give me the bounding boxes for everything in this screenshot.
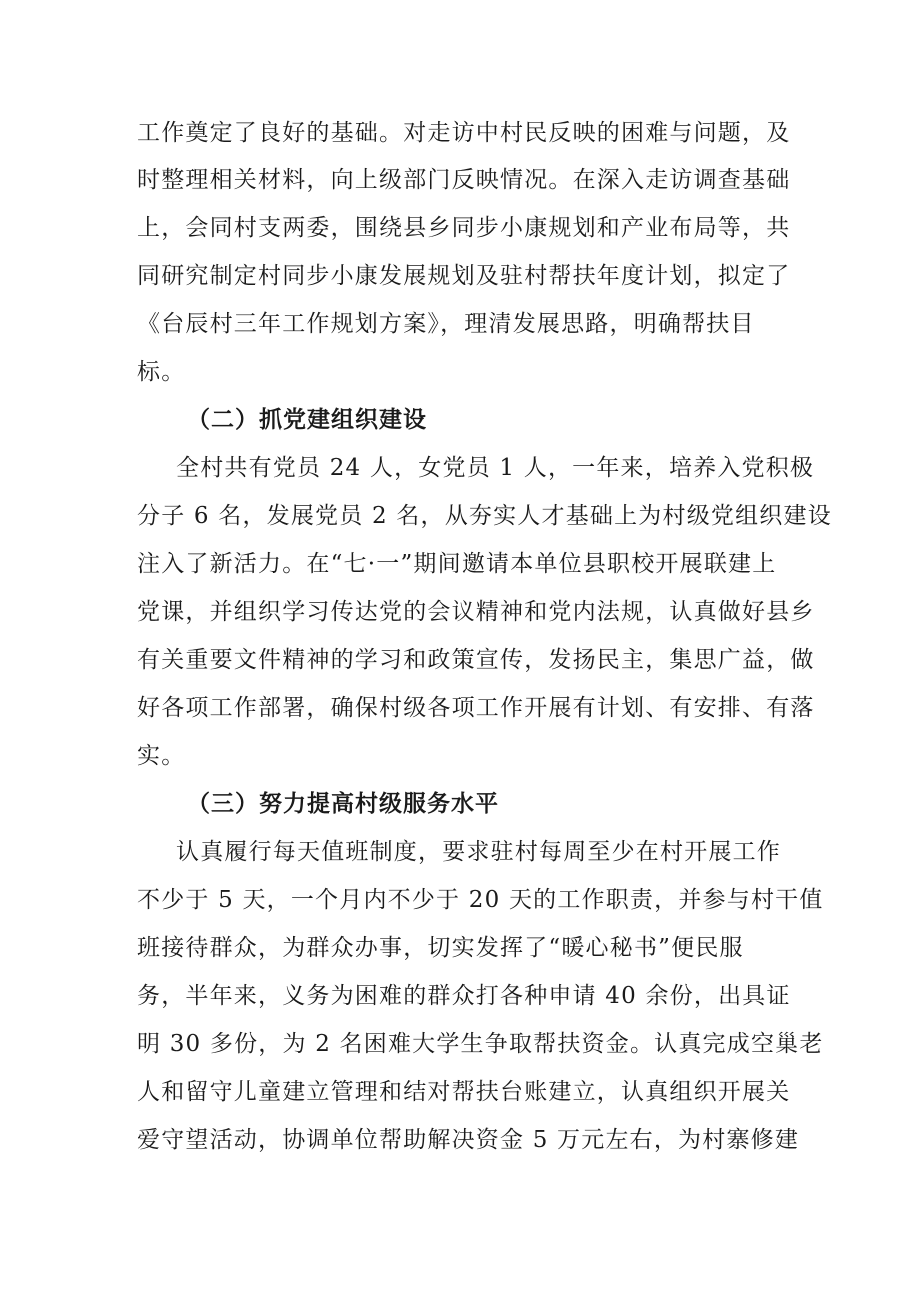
paragraph-line: 实。: [137, 743, 186, 769]
paragraph-line: 务，半年来，义务为困难的群众打各种申请 40 余份，出具证: [137, 983, 791, 1009]
paragraph-line: 认真履行每天值班制度，要求驻村每周至少在村开展工作: [176, 839, 781, 865]
paragraph-line: 爱守望活动，协调单位帮助解决资金 5 万元左右，为村寨修建: [137, 1127, 800, 1153]
paragraph-line: 分子 6 名，发展党员 2 名，从夯实人才基础上为村级党组织建设: [137, 503, 832, 529]
paragraph-line: 有关重要文件精神的学习和政策宣传，发扬民主，集思广益，做: [137, 647, 815, 673]
paragraph-line: 人和留守儿童建立管理和结对帮扶台账建立，认真组织开展关: [137, 1079, 791, 1105]
paragraph-line: 明 30 多份，为 2 名困难大学生争取帮扶资金。认真完成空巢老: [137, 1031, 824, 1057]
paragraph-line: 注入了新活力。在“七·一”期间邀请本单位县职校开展联建上: [137, 551, 777, 577]
paragraph-line: 同研究制定村同步小康发展规划及驻村帮扶年度计划，拟定了: [137, 263, 791, 289]
paragraph-line: 时整理相关材料，向上级部门反映情况。在深入走访调查基础: [137, 167, 791, 193]
paragraph-line: 全村共有党员 24 人，女党员 1 人，一年来，培养入党积极: [176, 455, 815, 481]
section-heading: （二）抓党建组织建设: [187, 406, 427, 433]
paragraph-line: 上，会同村支两委，围绕县乡同步小康规划和产业布局等，共: [137, 215, 791, 241]
paragraph-line: 党课，并组织学习传达党的会议精神和党内法规，认真做好县乡: [137, 599, 815, 625]
paragraph-line: 不少于 5 天，一个月内不少于 20 天的工作职责，并参与村干值: [137, 887, 824, 913]
paragraph-line: 好各项工作部署，确保村级各项工作开展有计划、有安排、有落: [137, 695, 815, 721]
paragraph-line: 标。: [137, 359, 186, 385]
paragraph-line: 工作奠定了良好的基础。对走访中村民反映的困难与问题，及: [137, 120, 791, 146]
section-heading: （三）努力提高村级服务水平: [187, 790, 499, 817]
paragraph-line: 《台辰村三年工作规划方案》，理清发展思路，明确帮扶目: [137, 311, 755, 337]
paragraph-line: 班接待群众，为群众办事，切实发挥了“暖心秘书”便民服: [137, 935, 744, 961]
